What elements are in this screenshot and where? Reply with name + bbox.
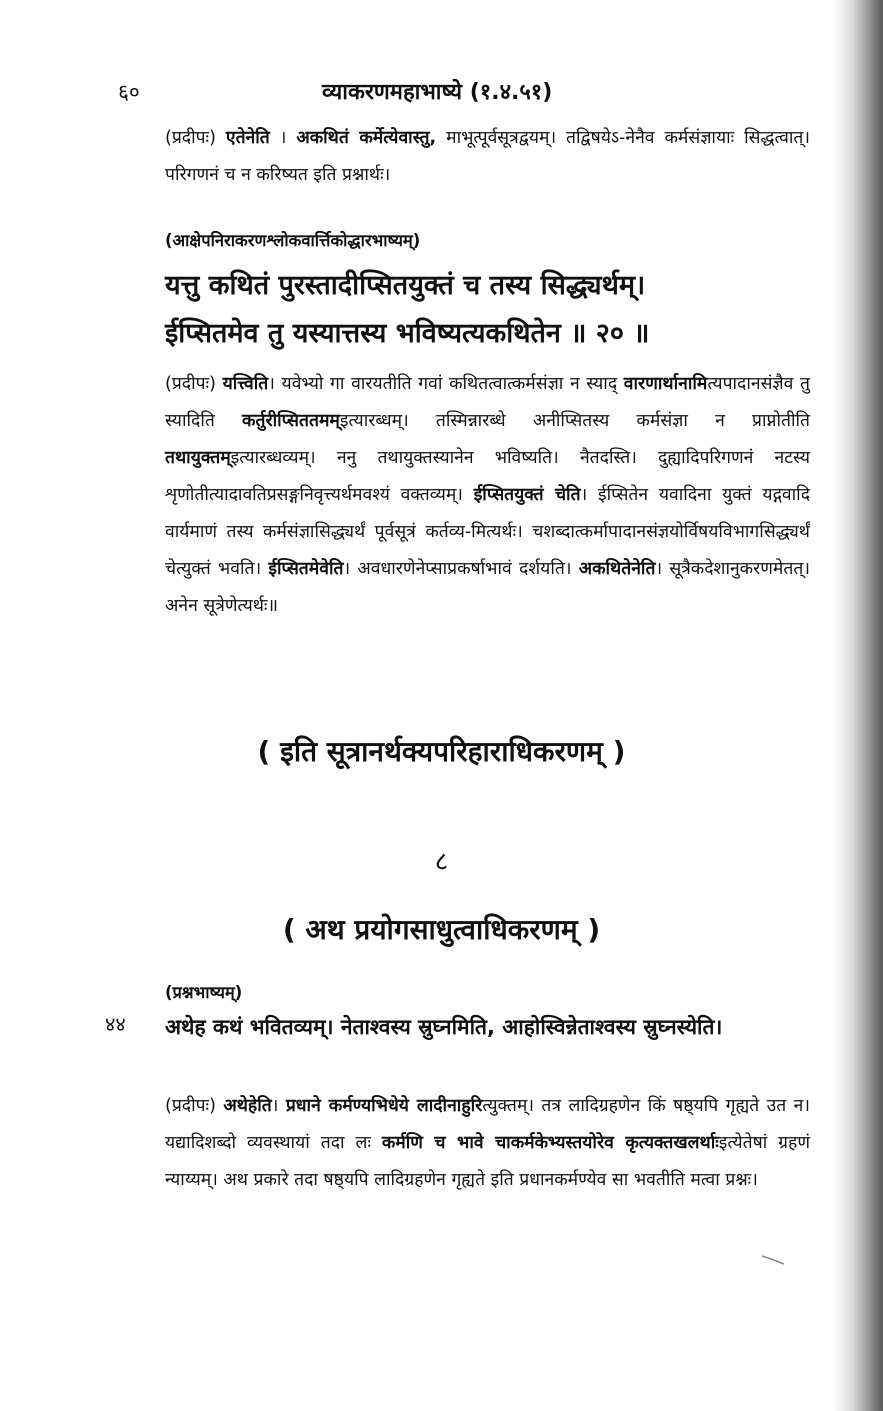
pratika-1: एतेनेति — [225, 128, 270, 148]
bhashya-text: अथेह कथं भवितव्यम्। नेताश्वस्य स्रुघ्नमिति, आहोस्विन्नेताश्वस्य स्रुघ्नस्येति। — [165, 1015, 723, 1039]
section-label-prashna: (प्रश्नभाष्यम्) — [165, 983, 243, 1002]
adhikarana-opening-heading: ( अथ प्रयोगसाधुत्वाधिकरणम् ) — [282, 913, 601, 946]
commentary-paragraph-3: (प्रदीपः) अथेहेति। प्रधाने कर्मण्यभिधेये लादीनाहुरित्युक्तम्। तत्र लादिग्रहणेन किं षष्ठ्यपि गृह्यते उत न। यद्यादिशब्दो व्यवस्थायां तदा लः कर्मणि च भावे चाकर्मकेभ्यस्तयोरेव कृत्यक्तखलर्थाःइत्येतेषां ग्रहणं न्याय्यम्। अथ प्रकारे तदा षष्ठ्यपि लादिग्रहणेन गृह्यते इति प्रधानकर्मण्येव सा भवतीति मत्वा प्रश्नः। — [165, 1096, 810, 1190]
bhashya-number: ४४ — [105, 1012, 126, 1036]
running-header-title: व्याकरणमहाभाष्ये (१.४.५१) — [322, 80, 553, 105]
commentary-paragraph-1: (प्रदीपः) एतेनेति । अकथितं कर्मेत्येवास्तु, माभूत्पूर्वसूत्रद्वयम्। तद्विषयेऽ-नेनैव कर्मसंज्ञायाः सिद्धत्वात्। परिगणनं च न करिष्यत इति प्रश्नार्थः। — [165, 128, 810, 185]
verse-line-1: यत्तु कथितं पुरस्तादीप्सितयुक्तं च तस्य सिद्ध्यर्थम्। — [165, 270, 646, 301]
section-label-akshepa: (आक्षेपनिराकरणश्लोकवार्त्तिकोद्धारभाष्यम्) — [165, 231, 421, 250]
shloka-varttika — [165, 262, 810, 358]
adhikarana-closing-heading: ( इति सूत्रानर्थक्यपरिहाराधिकरणम् ) — [257, 735, 626, 768]
pradipa-label: (प्रदीपः) — [165, 128, 216, 148]
pradipa-label: (प्रदीपः) — [165, 374, 216, 394]
page-number: ६० — [118, 80, 140, 104]
scan-speck-mark — [760, 1252, 796, 1266]
section-number: ८ — [434, 847, 449, 877]
commentary-paragraph-2: (प्रदीपः) यत्त्विति। यवेभ्यो गा वारयतीति गवां कथितत्वात्कर्मसंज्ञा न स्याद् वारणार्थानामित्यपादानसंज्ञैव तु स्यादिति कर्तुरीप्सिततमम्इत्यारब्धम्। तस्मिन्नारब्धे अनीप्सितस्य कर्मसंज्ञा न प्राप्नोतीति तथायुक्तम्इत्यारब्धव्यम्। ननु तथायुक्तस्यानेन भविष्यति। नैतदस्ति। दुह्यादिपरिगणनं नटस्य शृणोतीत्यादावतिप्रसङ्गनिवृत्त्यर्थमवश्यं वक्तव्यम्। ईप्सितयुक्तं चेति। ईप्सितेन यवादिना युक्तं यद्गवादि वार्यमाणं तस्य कर्मसंज्ञासिद्ध्यर्थं पूर्वसूत्रं कर्तव्य-मित्यर्थः। चशब्दात्कर्मापादानसंज्ञयोर्विषयविभागसिद्ध्यर्थं चेत्युक्तं भवति। ईप्सितमेवेति। अवधारणेनेप्साप्रकर्षाभावं दर्शयति। अकथितेनेति। सूत्रैकदेशानुकरणमेतत्। अनेन सूत्रेणेत्यर्थः॥ — [165, 374, 810, 616]
pradipa-label: (प्रदीपः) — [165, 1096, 216, 1116]
verse-line-2: ईप्सितमेव तु यस्यात्तस्य भविष्यत्यकथितेन ॥ २० ॥ — [165, 318, 650, 349]
pratika-2: अकथितं कर्मेत्येवास्तु, — [296, 128, 437, 148]
scanned-page-edge-shadow — [833, 0, 883, 1411]
